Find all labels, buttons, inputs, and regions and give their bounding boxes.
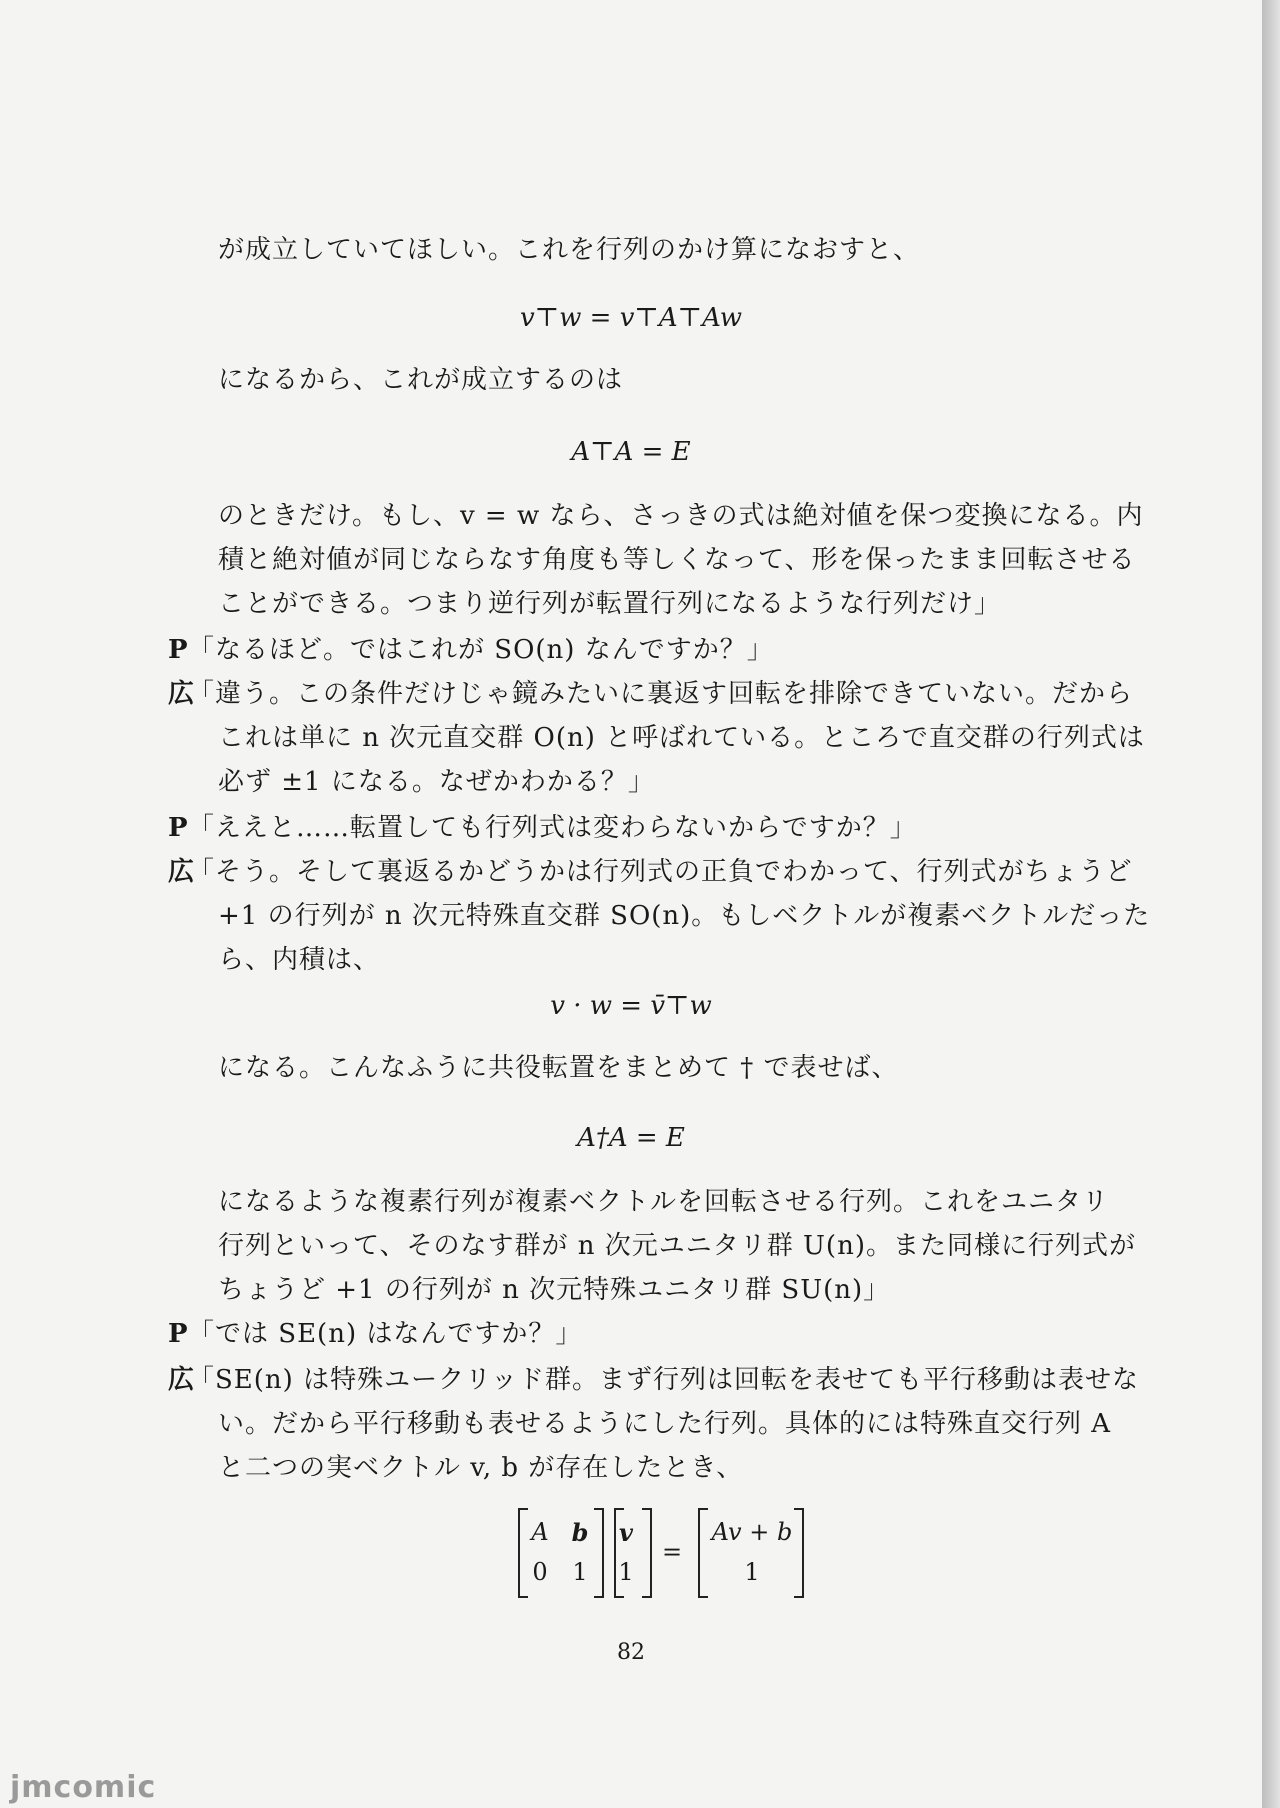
text-line: 必ず ±1 になる。なぜかわかる？」 [218, 767, 655, 797]
equation: A†A = E [577, 1123, 685, 1153]
matrix-cell: 1 [572, 1558, 588, 1586]
text-line: 「なるほど。ではこれが SO(n) なんですか？」 [188, 635, 774, 665]
matrix-cell: 0 [532, 1558, 548, 1586]
dialogue-cont [218, 894, 1151, 982]
dialogue-cont [218, 1402, 1112, 1490]
text-line: 「そう。そして裏返るかどうかは行列式の正負でわかって、行列式がちょうど [188, 857, 1133, 887]
equation: A⊤A = E [571, 437, 691, 467]
equals-sign: = [661, 1538, 683, 1566]
text-line: +1 の行列が n 次元特殊直交群 SO(n)。もしベクトルが複素ベクトルだった [218, 901, 1151, 931]
speaker-label: 広 [168, 1365, 195, 1395]
bracket-right [794, 1508, 804, 1598]
text-line: 「ええと……転置しても行列式は変わらないからですか？」 [188, 813, 917, 843]
matrix-cell: b [571, 1518, 589, 1547]
matrix-equation [510, 1508, 810, 1598]
text-line: 行列といって、そのなす群が n 次元ユニタリ群 U(n)。また同様に行列式が [218, 1231, 1136, 1261]
dialogue [188, 850, 1133, 894]
dialogue [188, 1312, 1068, 1356]
text-line: と二つの実ベクトル v, b が存在したとき、 [218, 1453, 744, 1483]
page-number: 82 [617, 1640, 645, 1665]
dialogue-cont [218, 716, 1145, 804]
matrix-cell: 1 [744, 1558, 760, 1586]
paragraph [218, 358, 1098, 402]
matrix-cell: 1 [618, 1558, 634, 1586]
text-line: のときだけ。もし、v = w なら、さっきの式は絶対値を保つ変換になる。内 [218, 501, 1144, 531]
equation: v⊤w = v⊤A⊤Aw [520, 303, 742, 333]
text-line: 「SE(n) は特殊ユークリッド群。まず行列は回転を表せても平行移動は表せな [188, 1365, 1140, 1395]
paragraph [218, 494, 1144, 626]
text-line: が成立していてほしい。これを行列のかけ算になおすと、 [218, 235, 921, 265]
text-line: になる。こんなふうに共役転置をまとめて † で表せば、 [218, 1053, 899, 1083]
dialogue [188, 672, 1134, 716]
paragraph [218, 228, 1098, 272]
dialogue [188, 806, 1068, 850]
dialogue [188, 1358, 1140, 1402]
equation: v · w = v̄⊤w [550, 991, 712, 1021]
paragraph [218, 1180, 1136, 1312]
text-line: これは単に n 次元直交群 O(n) と呼ばれている。ところで直交群の行列式は [218, 723, 1145, 753]
text-line: ちょうど +1 の行列が n 次元特殊ユニタリ群 SU(n)」 [218, 1275, 891, 1305]
speaker-label: P [168, 813, 188, 843]
page-edge [1262, 0, 1280, 1808]
text-line: 「では SE(n) はなんですか？」 [188, 1319, 583, 1349]
matrix-cell: Av + b [711, 1518, 793, 1546]
text-line: 「違う。この条件だけじゃ鏡みたいに裏返す回転を排除できていない。だから [188, 679, 1134, 709]
text-line: になるような複素行列が複素ベクトルを回転させる行列。これをユニタリ [218, 1187, 1110, 1217]
watermark-logo: jmcomic [10, 1770, 157, 1805]
text-line: ことができる。つまり逆行列が転置行列になるような行列だけ」 [218, 589, 1002, 619]
paragraph [218, 1046, 1098, 1090]
text-line: になるから、これが成立するのは [218, 365, 624, 395]
matrix-cell: A [531, 1518, 549, 1546]
text-line: 積と絶対値が同じならなす角度も等しくなって、形を保ったまま回転させる [218, 545, 1136, 575]
speaker-label: 広 [168, 679, 195, 709]
speaker-label: P [168, 1319, 188, 1349]
text-line: い。だから平行移動も表せるようにした行列。具体的には特殊直交行列 A [218, 1409, 1112, 1439]
matrix-cell: v [619, 1518, 633, 1547]
speaker-label: P [168, 635, 188, 665]
speaker-label: 広 [168, 857, 195, 887]
dialogue [188, 628, 1068, 672]
text-line: ら、内積は、 [218, 945, 381, 975]
